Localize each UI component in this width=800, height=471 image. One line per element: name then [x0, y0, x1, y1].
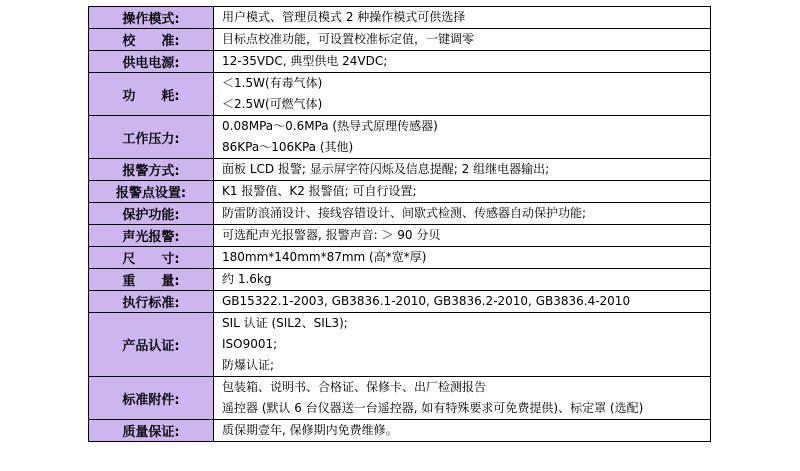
- spec-value: [214, 247, 711, 269]
- spec-value-line: GB15322.1-2003, GB3836.1-2010, GB3836.2-2010, GB3836.4-2010: [222, 294, 631, 308]
- spec-row: [89, 291, 711, 313]
- spec-label: 标准附件:: [89, 377, 214, 420]
- spec-value: [214, 7, 711, 29]
- spec-label: 供电电源:: [89, 51, 214, 73]
- spec-label: 声光报警:: [89, 225, 214, 247]
- spec-value: [214, 420, 711, 442]
- spec-row: [89, 159, 711, 181]
- spec-value-line: 面板 LCD 报警; 显示屏字符闪烁及信息提醒; 2 组继电器输出;: [222, 162, 550, 176]
- spec-label: 保护功能:: [89, 203, 214, 225]
- spec-label: 执行标准:: [89, 291, 214, 313]
- spec-row: [89, 420, 711, 442]
- spec-value-line: 防雷防浪涌设计、接线容错设计、间歇式检测、传感器自动保护功能;: [222, 206, 587, 220]
- spec-row: [89, 7, 711, 29]
- spec-value-line: 180mm*140mm*87mm (高*宽*厚): [222, 250, 427, 264]
- spec-row: [89, 225, 711, 247]
- spec-value-line: K1 报警值、K2 报警值; 可自行设置;: [222, 184, 417, 198]
- spec-value: [214, 29, 711, 51]
- spec-value-line: 约 1.6kg: [222, 272, 272, 286]
- spec-row: [89, 116, 711, 159]
- spec-label: 操作模式:: [89, 7, 214, 29]
- spec-value: [214, 116, 711, 159]
- spec-value: [214, 291, 711, 313]
- spec-value-line: 可选配声光报警器, 报警声音: ＞ 90 分贝: [222, 228, 441, 242]
- spec-value: [214, 73, 711, 116]
- spec-value: [214, 51, 711, 73]
- spec-value-line: 包装箱、说明书、合格证、保修卡、出厂检测报告: [222, 380, 487, 394]
- spec-value: [214, 313, 711, 377]
- spec-row: [89, 181, 711, 203]
- spec-value-line: 防爆认证;: [222, 358, 275, 372]
- spec-value: [214, 377, 711, 420]
- spec-value-line: 12-35VDC, 典型供电 24VDC;: [222, 54, 388, 68]
- spec-value-line: 目标点校准功能，可设置校准标定值，一键调零: [222, 32, 475, 46]
- spec-value: [214, 159, 711, 181]
- spec-value-line: ＜2.5W(可燃气体): [222, 97, 323, 111]
- spec-value-line: SIL 认证 (SIL2、SIL3);: [222, 316, 348, 330]
- spec-label: 工作压力:: [89, 116, 214, 159]
- spec-label: 功 耗:: [89, 73, 214, 116]
- spec-row: [89, 377, 711, 420]
- spec-value-line: ISO9001;: [222, 337, 278, 351]
- spec-label: 报警方式:: [89, 159, 214, 181]
- spec-value-line: 遥控器 (默认 6 台仪器送一台遥控器, 如有特殊要求可免费提供)、标定罩 (选配): [222, 401, 644, 415]
- spec-row: [89, 269, 711, 291]
- spec-value-line: 质保期壹年, 保修期内免费维修。: [222, 423, 398, 437]
- spec-label: 重 量:: [89, 269, 214, 291]
- spec-label: 报警点设置:: [89, 181, 214, 203]
- spec-value-line: 用户模式、管理员模式 2 种操作模式可供选择: [222, 10, 466, 24]
- spec-row: [89, 247, 711, 269]
- spec-value: [214, 181, 711, 203]
- spec-label: 质量保证:: [89, 420, 214, 442]
- spec-table: [88, 6, 711, 442]
- spec-label: 尺 寸:: [89, 247, 214, 269]
- spec-value: [214, 269, 711, 291]
- spec-row: [89, 73, 711, 116]
- spec-row: [89, 203, 711, 225]
- spec-value: [214, 225, 711, 247]
- spec-value-line: ＜1.5W(有毒气体): [222, 76, 323, 90]
- spec-value-line: 86KPa～106KPa (其他): [222, 140, 354, 154]
- spec-row: [89, 313, 711, 377]
- spec-label: 校 准:: [89, 29, 214, 51]
- spec-row: [89, 51, 711, 73]
- spec-label: 产品认证:: [89, 313, 214, 377]
- spec-value-line: 0.08MPa～0.6MPa (热导式原理传感器): [222, 119, 438, 133]
- spec-value: [214, 203, 711, 225]
- spec-row: [89, 29, 711, 51]
- spec-table-body: [89, 7, 711, 442]
